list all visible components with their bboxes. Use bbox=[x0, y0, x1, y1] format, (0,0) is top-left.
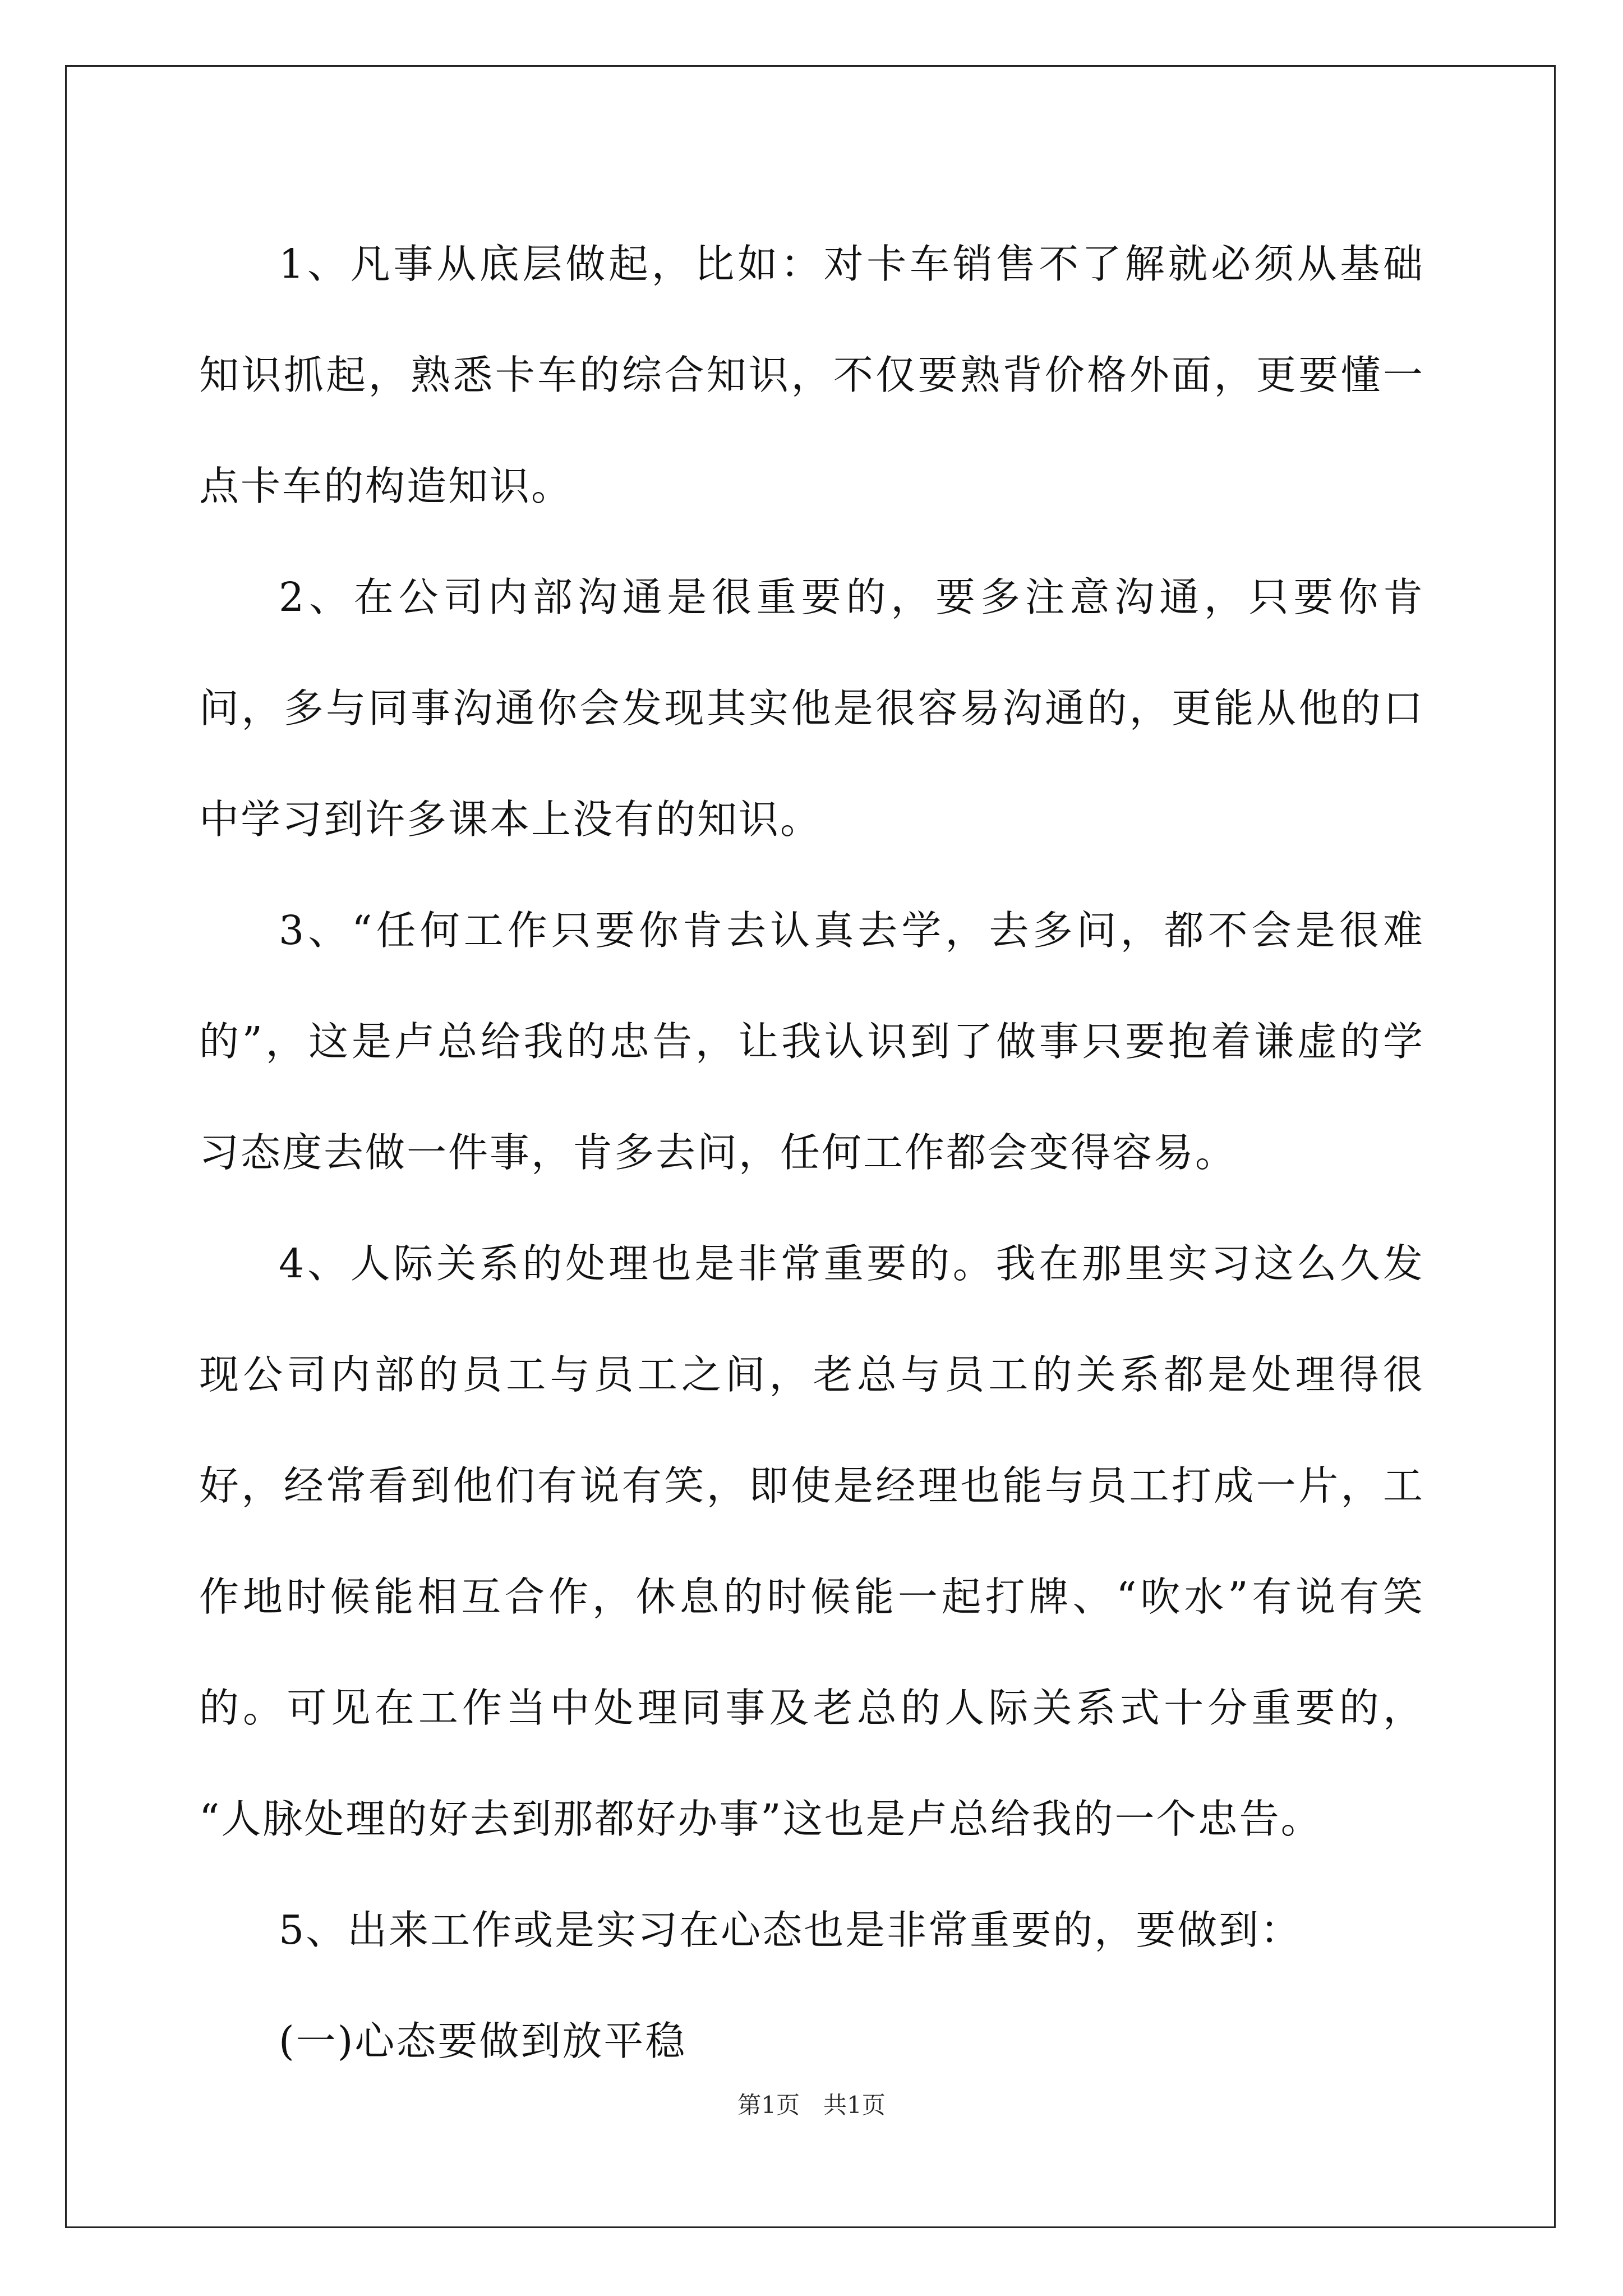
paragraph-5: 5、出来工作或是实习在心态也是非常重要的，要做到： bbox=[279, 1907, 1302, 1953]
paragraph-3: 3、“任何工作只要你肯去认真去学，去多问，都不会是很难的”，这是卢总给我的忠告，让我认识到了做事只要抱着谦虚的学习态度去做一件事，肯多去问，任何工作都会变得容易。 bbox=[199, 907, 1424, 1176]
paragraph-2: 2、在公司内部沟通是很重要的，要多注意沟通，只要你肯问，多与同事沟通你会发现其实他是很容易沟通的，更能从他的口中学习到许多课本上没有的知识。 bbox=[199, 574, 1424, 843]
page-number-footer: 第1页 共1页 bbox=[737, 2091, 886, 2119]
document-body bbox=[199, 209, 1424, 2097]
paragraph-1: 1、凡事从底层做起，比如：对卡车销售不了解就必须从基础知识抓起，熟悉卡车的综合知识，不仅要熟背价格外面，更要懂一点卡车的构造知识。 bbox=[199, 241, 1424, 509]
paragraph-4: 4、人际关系的处理也是非常重要的。我在那里实习这么久发现公司内部的员工与员工之间，老总与员工的关系都是处理得很好，经常看到他们有说有笑，即使是经理也能与员工打成一片，工作地时候能相互合作，休息的时候能一起打牌、“吹水”有说有笑的。可见在工作当中处理同事及老总的人际关系式十分重要的， “人脉处理的好去到那都好办事”这也是卢总给我的一个忠告。 bbox=[199, 1240, 1424, 1842]
paragraph-6: (一)心态要做到放平稳 bbox=[279, 2018, 687, 2064]
